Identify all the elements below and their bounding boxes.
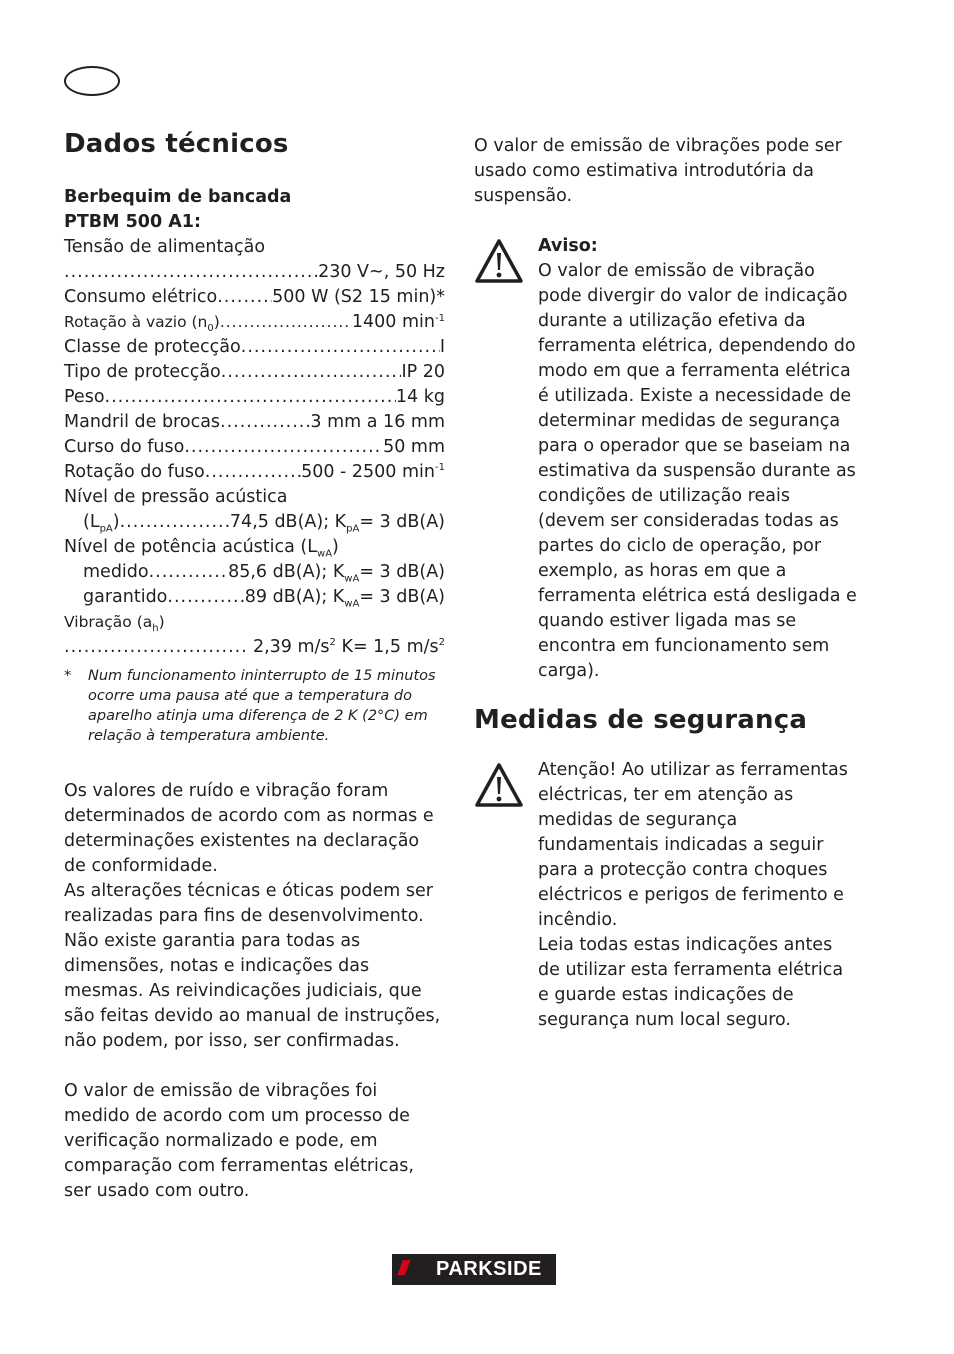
parkside-logo: /// PARKSIDE [392, 1254, 556, 1285]
product-name: Berbequim de bancada [64, 187, 292, 207]
warning-text: O valor de emissão de vibração pode divergir do valor de indicação durante a utilização efetiva da ferramenta elétrica, dependendo do modo em que a ferramenta elétrica é utilizada. Existe a necessidade de determinar medidas de segurança para o operador que se baseiam na estimativa da suspensão durante as condições de utilização reais (devem ser consideradas todas as partes do ciclo de operação, por exemplo, as horas em que a ferramenta elétrica está desligada e quando estiver ligada mas se encontra em funcionamento sem carga). [538, 261, 857, 681]
spec-protection-class: Classe de protecção ..... I [64, 335, 445, 360]
spec-spindle-speed: Rotação do fuso ..... 500 - 2500 $\min^{-1}$ [64, 460, 445, 485]
spec-vibration-label: Vibração $(a_h)$ [64, 613, 165, 635]
spec-sound-power-measured: medido ..... 85,6 dB(A); $K_{wA}= 3$ dB(A) [64, 560, 445, 585]
paragraph-noise-values: Os valores de ruído e vibração foram determinados de acordo com as normas e determinações existentes na declaração de conformidade. [64, 781, 434, 876]
spec-ip-rating: Tipo de protecção ..... IP 20 [64, 360, 445, 385]
warning-block [474, 234, 858, 684]
spec-idle-speed: Rotação à vazio $(n_0)$ ..... 1400 $\min^{-1}$ [64, 310, 445, 335]
paragraph-technical-changes: As alterações técnicas e óticas podem ser realizadas para fins de desenvolvimento. Não existe garantia para todas as dimensões, notas e indicações das mesmas. As reivindicações judiciais, que são feitas devido ao manual de instruções, não podem, por isso, ser confirmadas. [64, 881, 441, 1051]
spec-vibration: ..... 2,39 $m/s^2$ K= 1,5 $m/s^2$ [64, 635, 445, 660]
left-column [64, 128, 445, 1204]
spec-sound-power-label: Nível de potência acústica $(L_{wA})$ [64, 537, 339, 560]
safety-text-attention: Atenção! Ao utilizar as ferramentas eléctricas, ter em atenção as medidas de segurança fundamentais indicadas a seguir para a protecção contra choques eléctricos e perigos de ferimento e incêndio. [538, 760, 848, 930]
spec-sound-pressure-label: Nível de pressão acústica [64, 487, 288, 507]
safety-text-read: Leia todas estas indicações antes de utilizar esta ferramenta elétrica e guarde estas indicações de segurança num local seguro. [538, 935, 844, 1030]
product-model: PTBM 500 A1: [64, 212, 201, 232]
safety-block [474, 758, 858, 1033]
language-badge [64, 66, 120, 96]
section-title-safety: Medidas de segurança [474, 705, 808, 735]
section-title-technical-data: Dados técnicos [64, 129, 289, 159]
spec-stroke: Curso do fuso ..... 50 mm [64, 435, 445, 460]
paragraph-vibration-estimate: O valor de emissão de vibrações pode ser usado como estimativa introdutória da suspensão. [474, 136, 842, 206]
right-column [474, 134, 858, 1033]
warning-triangle-icon [474, 234, 538, 684]
warning-title: Aviso: [538, 236, 598, 256]
spec-sound-pressure: $(L_{pA})$ ..... 74,5 dB(A); $K_{pA}= 3$ dB(A) [64, 510, 445, 535]
spec-chuck: Mandril de brocas ..... 3 mm a 16 mm [64, 410, 445, 435]
spec-voltage-label: Tensão de alimentação [64, 237, 266, 257]
spec-voltage: ..... 230 V~, 50 Hz [64, 260, 445, 285]
spec-weight: Peso ..... 14 kg [64, 385, 445, 410]
spec-sound-power-guaranteed: garantido ..... 89 dB(A); $K_{wA}= 3$ dB(A) [64, 585, 445, 610]
paragraph-vibration-measured: O valor de emissão de vibrações foi medido de acordo com um processo de verificação normalizado e pode, em comparação com ferramentas elétricas, ser usado com outro. [64, 1081, 414, 1201]
footnote: * Num funcionamento ininterrupto de 15 minutos ocorre uma pausa até que a temperatura do aparelho atinja uma diferença de 2 K (2°C) em relação à temperatura ambiente. [64, 668, 436, 744]
caution-triangle-icon [474, 758, 538, 1033]
spec-power: Consumo elétrico ..... 500 W (S2 15 min)* [64, 285, 445, 310]
